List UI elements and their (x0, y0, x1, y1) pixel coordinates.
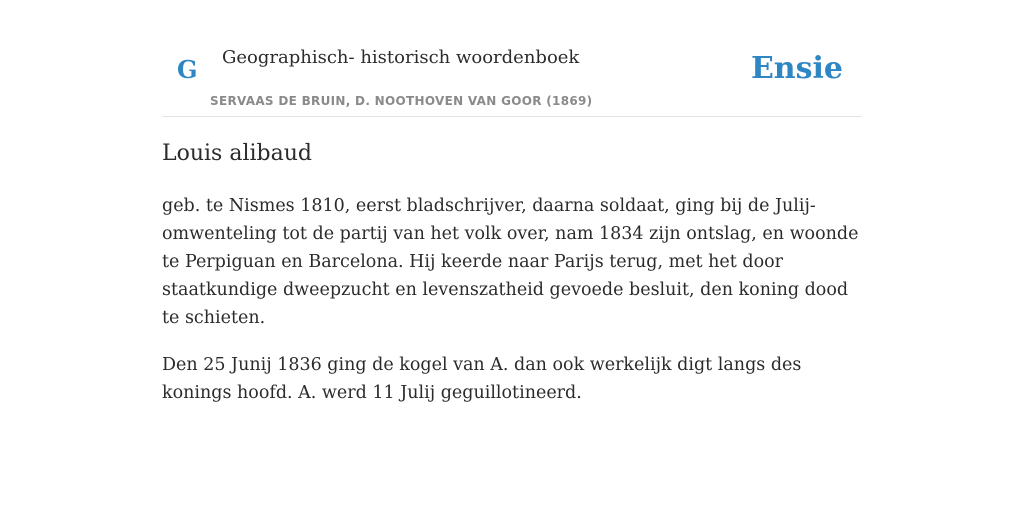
entry-paragraph: geb. te Nismes 1810, eerst bladschrijver, daarna soldaat, ging bij de Julij-omwenteling tot de partij van het volk over, nam 1834 zijn ontslag, en woonde te Perpiguan en Barcelona. Hij keerde naar Parijs terug, met het door staatkundige dweepzucht en levenszatheid gevoede besluit, den koning dood te schieten. (162, 196, 859, 328)
book-letter-icon[interactable]: G (177, 55, 198, 84)
book-title-link[interactable]: Geographisch- historisch woordenboek (222, 47, 580, 68)
entry-body (162, 192, 862, 426)
entry-title: Louis alibaud (162, 141, 312, 166)
entry-paragraph: Den 25 Junij 1836 ging de kogel van A. dan ook werkelijk digt langs des konings hoofd. A. werd 11 Julij geguillotineerd. (162, 355, 802, 403)
book-author: SERVAAS DE BRUIN, D. NOOTHOVEN VAN GOOR (1869) (210, 94, 593, 108)
ensie-logo[interactable]: Ensie (750, 51, 843, 86)
source-header (162, 0, 862, 117)
page-container (162, 0, 862, 403)
